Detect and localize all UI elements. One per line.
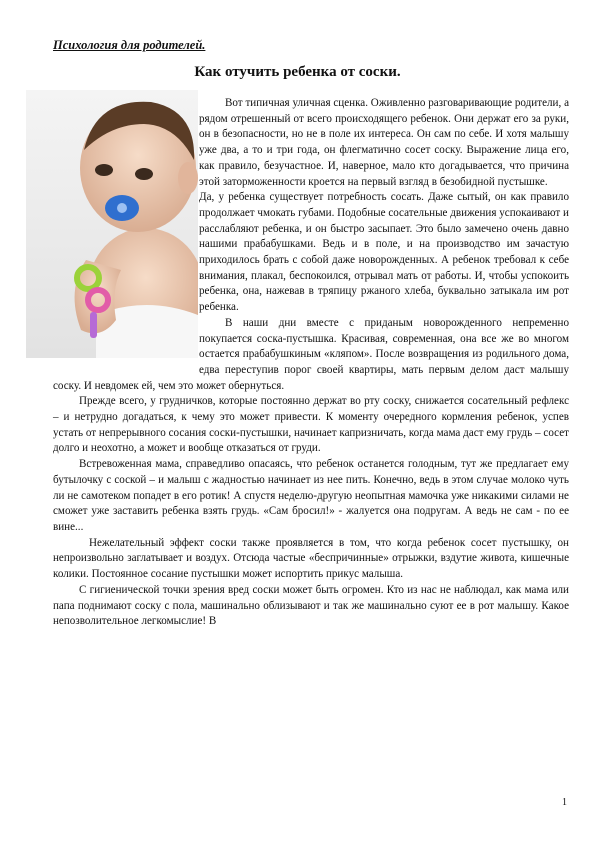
- paragraph: Прежде всего, у грудничков, которые постоянно держат во рту соску, снижается сосательный рефлекс – и нетрудно догадаться, к чему это может привести. К моменту очередного кормления ребенок, успев устать от непрерывного сосания соски-пустышки, начинает капризничать, когда мама даст ему грудь – сосет долго и неохотно, а может и вообще отказаться от груди.: [53, 395, 569, 455]
- section-header: Психология для родителей.: [53, 38, 206, 52]
- paragraph: С гигиенической точки зрения вред соски может быть огромен. Кто из нас не наблюдал, как мама или папа поднимают соску с пола, машинально облизывают и так же машинально суют ее в рот малышу. Какое непозволительное легкомыслие! В: [53, 583, 569, 628]
- paragraph: Вот типичная уличная сценка. Оживленно разговаривающие родители, а рядом отрешенный от всего происходящего ребенок. Они держат его за руки, он в безопасности, но не в поле их интереса. Он сам по себе. И хотя малышу уже два, а то и три года, он флегматично сосет соску. Выражение лица его, как правило, безучастное. И, наверное, мало кто догадывается, что причина этой заторможенности кроется на первый взгляд в безобидной пустышке.: [199, 97, 569, 188]
- image-wrap-space: [53, 96, 199, 377]
- article-body: [53, 96, 569, 630]
- paragraph: Встревоженная мама, справедливо опасаясь, что ребенок останется голодным, тут же предлагает ему бутылочку с соской – и малыш с жадностью начинает из нее пить. Конечно, ведь в этом случае молоко чуть ли не самотеком попадет в его ротик! А спустя неделю-другую неопытная мамочка уже никакими силами не сможет уже заставить ребенка взять грудь. «Сам бросил!» - жалуется она подругам. А ведь не сам - по ее вине...: [53, 458, 569, 533]
- paragraph: В наши дни вместе с приданым новорожденного непременно покупается соска-пустышка. Красивая, современная, она все же во многом остается прабабушкиным «кляпом». После возвращения из родильного дома, едва переступив порог своей квартиры, мать первым делом даст малышу соску. И невдомек ей, чем это может обернуться.: [53, 316, 569, 392]
- page-number: 1: [562, 797, 567, 808]
- article-title: Как отучить ребенка от соски.: [194, 64, 401, 80]
- paragraph: Нежелательный эффект соски также проявляется в том, что когда ребенок сосет пустышку, он непроизвольно заглатывает и воздух. Отсюда частые «беспричинные» отрыжки, вздутие живота, кишечные колики. Постоянное сосание пустышки может испортить прикус малыша.: [53, 536, 569, 581]
- paragraph: Да, у ребенка существует потребность сосать. Даже сытый, он как правило продолжает чмокать губами. Подобные сосательные движения успокаивают и расслабляют ребенка, и он быстро засыпает. Это было замечено очень давно нашими прабабушками. Ведь и в поле, и на производство им зачастую приходилось брать с собой даже новорожденных. А ребенок требовал к себе внимания, плакал, беспокоился, отрывал мать от работы. И, чтобы успокоить ребенка, она, нажевав в тряпицу ржаного хлеба, буквально затыкала им рот ребенка.: [199, 191, 569, 314]
